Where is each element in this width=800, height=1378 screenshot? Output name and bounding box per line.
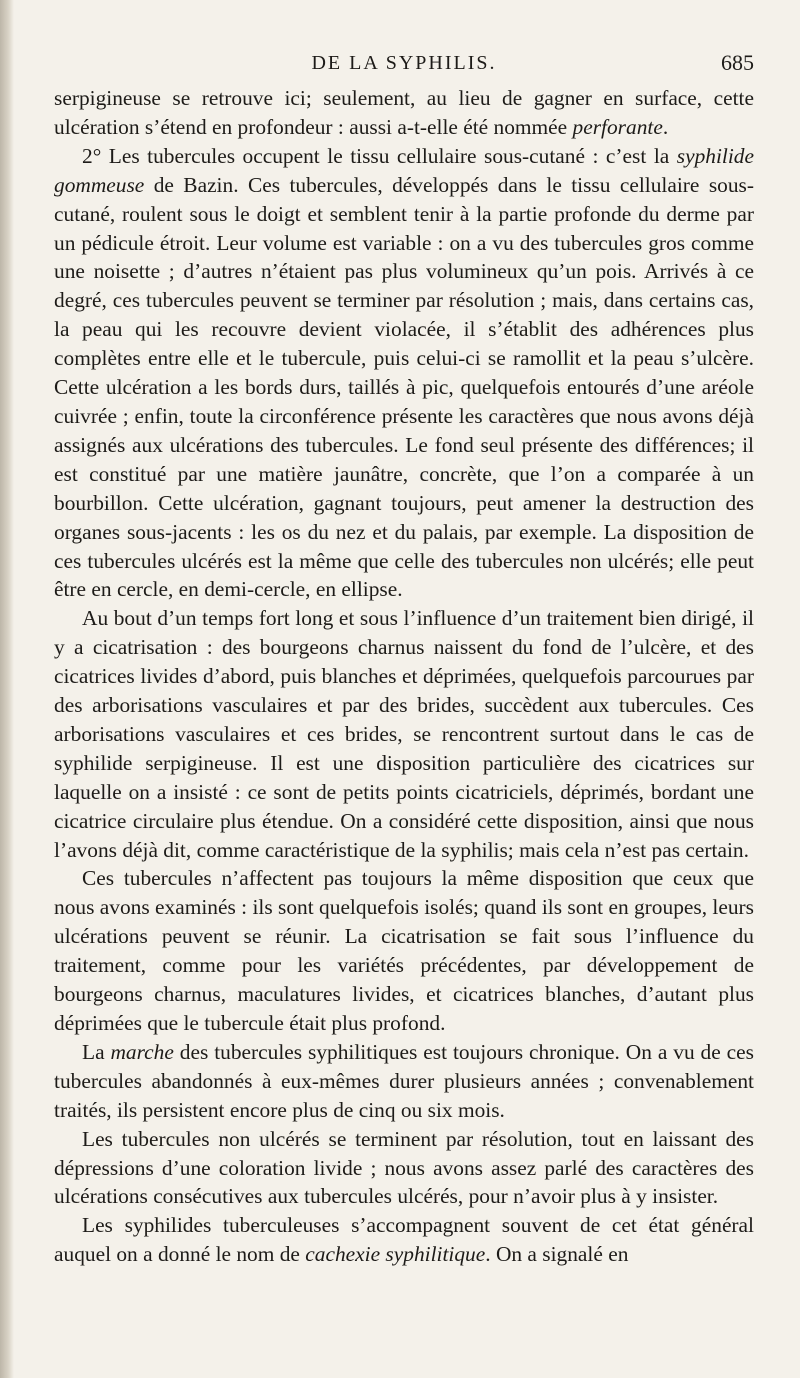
- italic-term: syphilide gommeuse: [54, 143, 754, 197]
- paragraph: [54, 1038, 754, 1125]
- paragraph: [54, 84, 754, 142]
- binding-shadow: [0, 0, 14, 1378]
- italic-term: perforante: [572, 114, 663, 139]
- running-title: DE LA SYPHILIS.: [311, 52, 497, 74]
- paragraph-text: des tubercules syphilitiques est toujours chronique. On a vu de ces tubercules abandonnés à eux-mêmes durer plusieurs années ; convenablement traités, ils persistent encore plus de cinq ou six mois.: [54, 1039, 754, 1122]
- paragraph-text: . On a signalé en: [485, 1242, 629, 1267]
- page-header: [54, 52, 754, 82]
- italic-term: marche: [110, 1039, 174, 1064]
- paragraph-text: La: [82, 1039, 111, 1064]
- paragraph: [54, 864, 754, 1037]
- body-text: [54, 84, 754, 1269]
- paragraph: [54, 1125, 754, 1212]
- paragraph: [54, 1211, 754, 1269]
- paragraph-text: .: [662, 114, 669, 139]
- paragraph-text: serpigineuse se retrouve ici; seulement, au lieu de gagner en surface, cette ulcération s’étend en profondeur : aussi a-t-elle été nommée: [54, 86, 754, 139]
- page-number: 685: [721, 50, 754, 75]
- paragraph-text: Ces tubercules n’affectent pas toujours la même disposition que ceux que nous avons examinés : ils sont quelquefois isolés; quand ils sont en groupes, leurs ulcérations peuvent se réunir. La cicatrisation se fait sous l’influence du traitement, comme pour les variétés précédentes, par développement de bourgeons charnus, maculatures livides, et cicatrices blanches, d’autant plus déprimées que le tubercule était plus profond.: [54, 866, 754, 1035]
- paragraph: [54, 142, 754, 605]
- paragraph: [54, 604, 754, 864]
- paragraph-text: Les syphilides tuberculeuses s’accompagnent souvent de cet état général auquel on a donné le nom de: [54, 1213, 754, 1267]
- paragraph-text: Au bout d’un temps fort long et sous l’influence d’un traitement bien dirigé, il y a cicatrisation : des bourgeons charnus naissent du fond de l’ulcère, et des cicatrices livides d’abord, puis blanches et déprimées, quelquefois parcourues par des arborisations vasculaires et par des brides, succèdent aux tubercules. Ces arborisations vasculaires et ces brides, se rencontrent surtout dans le cas de syphilide serpigineuse. Il est une disposition particulière des cicatrices sur laquelle on a insisté : ce sont de petits points cicatriciels, déprimés, bordant une cicatrice circulaire plus étendue. On a considéré cette disposition, ainsi que nous l’avons déjà dit, comme caractéristique de la syphilis; mais cela n’est pas certain.: [54, 606, 754, 862]
- paragraph-text: de Bazin. Ces tubercules, développés dans le tissu cellulaire sous-cutané, roulent sous le doigt et semblent tenir à la partie profonde du derme par un pédicule étroit. Leur volume est variable : on a vu des tubercules gros comme une noisette ; d’autres n’étaient pas plus volumineux qu’un pois. Arrivés à ce degré, ces tubercules peuvent se terminer par résolution ; mais, dans certains cas, la peau qui les recouvre devient violacée, il s’établit des adhérences plus complètes entre elle et le tubercule, puis celui-ci se ramollit et la peau s’ulcère. Cette ulcération a les bords durs, taillés à pic, quelquefois entourés d’une aréole cuivrée ; enfin, toute la circonférence présente les caractères que nous avons déjà assignés aux ulcérations des tubercules. Le fond seul présente des différences; il est constitué par une matière jaunâtre, concrète, que l’on a comparée à un bourbillon. Cette ulcération, gagnant toujours, peut amener la destruction des organes sous-jacents : les os du nez et du palais, par exemple. La disposition de ces tubercules ulcérés est la même que celle des tubercules non ulcérés; elle peut être en cercle, en demi-cercle, en ellipse.: [54, 172, 754, 602]
- italic-term: cachexie syphilitique: [305, 1242, 486, 1267]
- paragraph-text: Les tubercules non ulcérés se terminent par résolution, tout en laissant des dépressions d’une coloration livide ; nous avons assez parlé des caractères des ulcérations consécutives aux tubercules ulcérés, pour n’avoir plus à y insister.: [54, 1126, 754, 1209]
- paragraph-text: 2° Les tubercules occupent le tissu cellulaire sous-cutané : c’est la: [82, 143, 677, 168]
